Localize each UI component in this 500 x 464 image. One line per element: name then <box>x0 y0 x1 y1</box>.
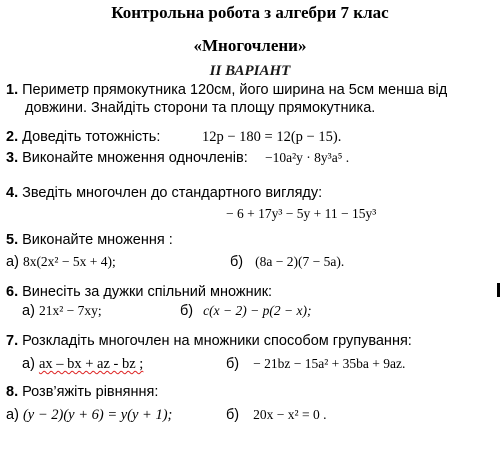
task-2 <box>6 129 160 145</box>
task-8-part-a <box>6 407 172 424</box>
task-8-part-b <box>226 407 326 423</box>
task-text: Доведіть тотожність: <box>22 129 161 145</box>
task-7-part-a <box>22 356 143 373</box>
task-number: 2. <box>6 129 19 145</box>
part-expression: 8x(2x² − 5x + 4); <box>22 254 116 269</box>
task-number: 3. <box>6 150 19 166</box>
task-5-part-a <box>6 254 116 270</box>
part-expression: (y − 2)(y + 6) = y(y + 1); <box>22 407 173 423</box>
part-label: б) <box>226 407 240 423</box>
task-1 <box>6 82 447 98</box>
part-label: а) <box>22 356 35 372</box>
identity-expression: 12p − 180 = 12(p − 15). <box>202 129 342 145</box>
polynomial-expression: − 6 + 17y³ − 5y + 11 − 15y³ <box>226 206 377 221</box>
task-5-part-b <box>230 254 344 270</box>
part-label: а) <box>6 407 19 423</box>
part-label: б) <box>230 254 244 270</box>
task-7 <box>6 333 412 349</box>
part-label: а) <box>22 303 35 319</box>
task-text: Зведіть многочлен до стандартного вигляду: <box>22 185 323 201</box>
task-number: 4. <box>6 185 19 201</box>
part-label: а) <box>6 254 19 270</box>
task-number: 5. <box>6 232 19 248</box>
task-7-part-b <box>226 356 405 372</box>
task-8 <box>6 384 158 400</box>
topic-subtitle: «Многочлени» <box>193 36 307 55</box>
task-6-part-b <box>180 303 311 319</box>
task-3 <box>6 150 248 166</box>
task-number: 8. <box>6 384 19 400</box>
variant-label: ІІ ВАРІАНТ <box>209 63 291 79</box>
task-text: Виконайте множення : <box>22 232 173 248</box>
part-expression: − 21bz − 15a² + 35ba + 9az. <box>253 356 406 371</box>
task-text: Розв’яжіть рівняння: <box>22 384 159 400</box>
task-number: 1. <box>6 82 19 98</box>
part-label: б) <box>226 356 240 372</box>
part-label: б) <box>180 303 194 319</box>
task-text: Виконайте множення одночленів: <box>22 150 248 166</box>
part-expression: c(x − 2) − p(2 − x); <box>203 303 312 318</box>
task-text: Винесіть за дужки спільний множник: <box>22 284 273 300</box>
part-expression: 20x − x² = 0 . <box>253 407 327 422</box>
task-6-part-a <box>22 303 102 319</box>
task-4 <box>6 185 322 201</box>
task-6 <box>6 284 272 300</box>
task-1-continuation: довжини. Знайдіть сторони та площу прямокутника. <box>25 100 376 116</box>
task-5 <box>6 232 173 248</box>
task-number: 6. <box>6 284 19 300</box>
task-text: Розкладіть многочлен на множники способом групування: <box>22 333 412 349</box>
monomial-expression: −10a²y · 8y³a⁵ . <box>265 150 350 165</box>
task-number: 7. <box>6 333 19 349</box>
task-text: Периметр прямокутника 120см, його ширина на 5см менша від <box>22 82 448 98</box>
part-expression: (8a − 2)(7 − 5a). <box>255 254 345 269</box>
part-expression: ax – bx + az - bz ; <box>38 356 144 372</box>
part-expression: 21x² − 7xy; <box>38 303 102 318</box>
page-title: Контрольна робота з алгебри 7 клас <box>111 3 389 22</box>
